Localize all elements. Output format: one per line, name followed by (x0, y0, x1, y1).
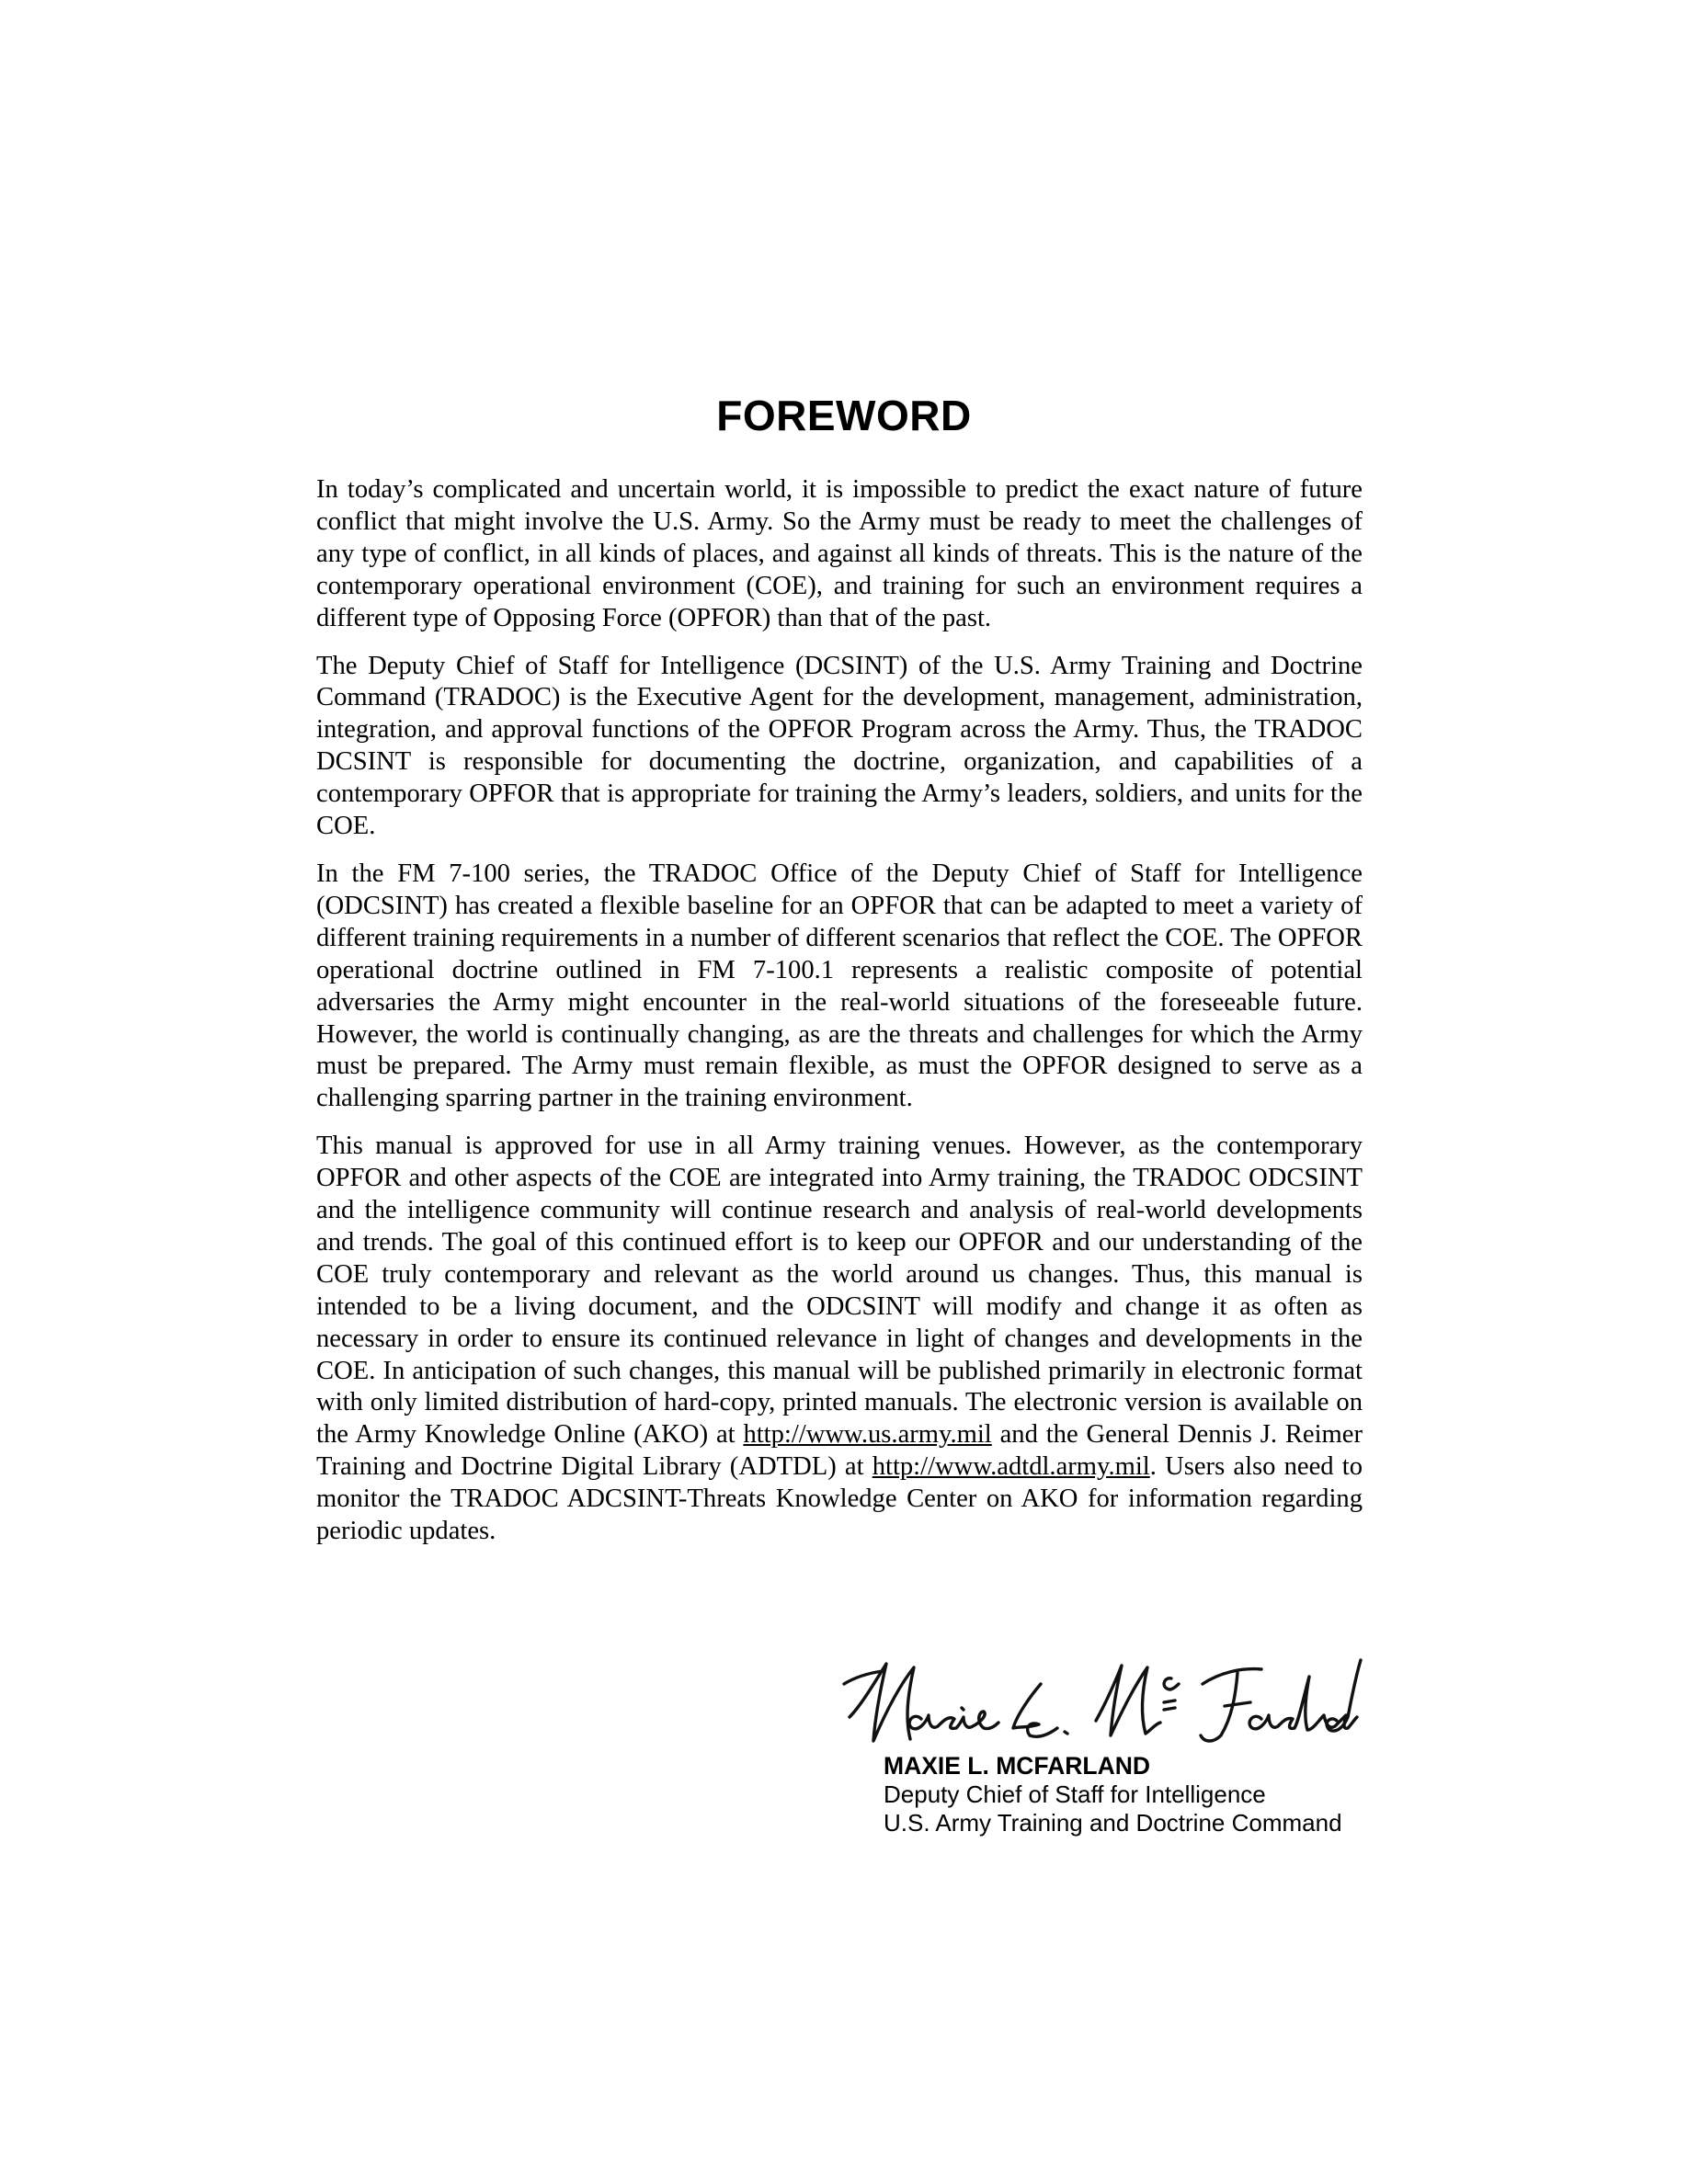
paragraph-4-text-1: This manual is approved for use in all Army training venues. However, as the contemporary OPFOR and other aspects of the COE are integrated into Army training, the TRADOC ODCSINT and the intelligence community will continue research and analysis of real-world developments and trends. The goal of this continued effort is to keep our OPFOR and our understanding of the COE truly contemporary and relevant as the world around us changes. Thus, this manual is intended to be a living document, and the ODCSINT will modify and change it as often as necessary in order to ensure its continued relevance in light of changes and developments in the COE. In anticipation of such changes, this manual will be published primarily in electronic format with only limited distribution of hard-copy, printed manuals. The electronic version is available on the Army Knowledge Online (AKO) at (316, 1132, 1363, 1450)
handwritten-signature (833, 1651, 1366, 1754)
paragraph-4 (316, 1131, 1363, 1548)
paragraph-4-text-2: and the General Dennis J. Reimer Training and Doctrine Digital Library (ADTDL) at (316, 1420, 1363, 1482)
signer-title-line-2: U.S. Army Training and Doctrine Command (884, 1809, 1342, 1837)
signer-name: MAXIE L. MCFARLAND (884, 1752, 1151, 1780)
paragraph-2: The Deputy Chief of Staff for Intelligence (DCSINT) of the U.S. Army Training and Doctrine Command (TRADOC) is the Executive Agent for the development, management, administration, integration, and approval functions of the OPFOR Program across the Army. Thus, the TRADOC DCSINT is responsible for documenting the doctrine, organization, and capabilities of a contemporary OPFOR that is appropriate for training the Army’s leaders, soldiers, and units for the COE. (316, 651, 1363, 841)
paragraph-3: In the FM 7-100 series, the TRADOC Office of the Deputy Chief of Staff for Intelligence (ODCSINT) has created a flexible baseline for an OPFOR that can be adapted to meet a variety of different training requirements in a number of different scenarios that reflect the COE. The OPFOR operational doctrine outlined in FM 7-100.1 represents a realistic composite of potential adversaries the Army might encounter in the real-world situations of the foreseeable future. However, the world is continually changing, as are the threats and challenges for which the Army must be prepared. The Army must remain flexible, as must the OPFOR designed to serve as a challenging sparring partner in the training environment. (316, 859, 1363, 1113)
foreword-body (316, 474, 1363, 1564)
page-title: FOREWORD (716, 392, 972, 439)
paragraph-1: In today’s complicated and uncertain world, it is impossible to predict the exact nature of future conflict that might involve the U.S. Army. So the Army must be ready to meet the challenges of any type of conflict, in all kinds of places, and against all kinds of threats. This is the nature of the contemporary operational environment (COE), and training for such an environment requires a different type of Opposing Force (OPFOR) than that of the past. (316, 475, 1363, 632)
adtdl-link[interactable]: http://www.adtdl.army.mil (872, 1452, 1150, 1482)
paragraph-4-text-3: . Users also need to monitor the TRADOC ADCSINT-Threats Knowledge Center on AKO for information regarding periodic updates. (316, 1452, 1363, 1546)
signature-block (884, 1752, 1342, 1837)
ako-link[interactable]: http://www.us.army.mil (743, 1420, 992, 1450)
signer-title-line-1: Deputy Chief of Staff for Intelligence (884, 1780, 1266, 1808)
